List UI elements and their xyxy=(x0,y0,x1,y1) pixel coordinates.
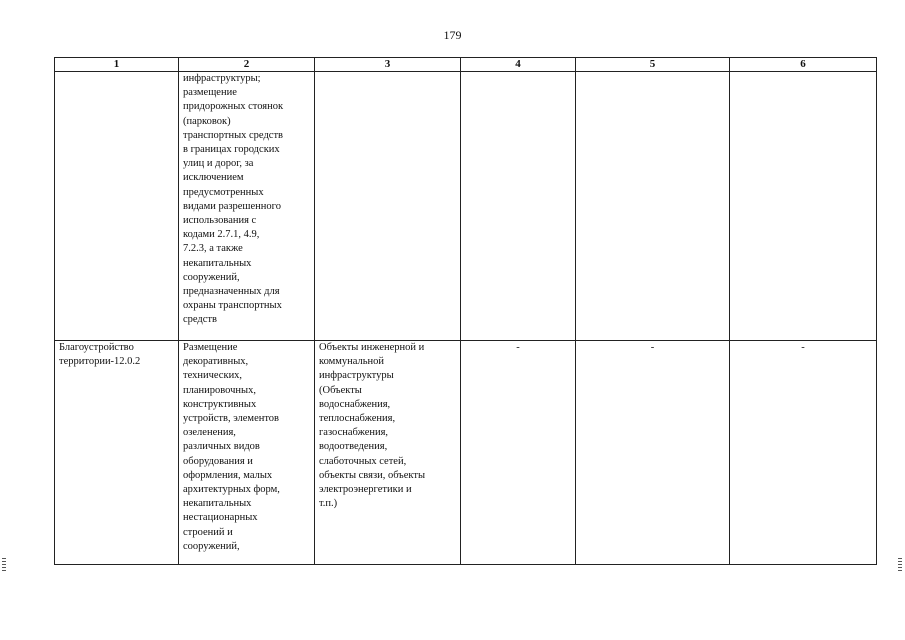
left-margin-mark xyxy=(2,558,6,572)
table-header-row xyxy=(55,58,877,72)
column-header-4: 4 xyxy=(461,58,576,72)
table-cell-description: Размещение декоративных, технических, планировочных, конструктивных устройств, элементов озеленения, различных видов оборудования и оформления, малых архитектурных форм, некапитальных нестационарных строений и сооружений, xyxy=(179,341,315,565)
table-row xyxy=(55,72,877,341)
column-header-3: 3 xyxy=(315,58,461,72)
table-cell-col4: - xyxy=(461,341,576,565)
right-margin-mark xyxy=(898,558,902,572)
column-header-1: 1 xyxy=(55,58,179,72)
table-cell-objects xyxy=(315,72,461,341)
column-header-6: 6 xyxy=(730,58,877,72)
table-cell-col5: - xyxy=(576,341,730,565)
table-cell-objects: Объекты инженерной и коммунальной инфраструктуры (Объекты водоснабжения, теплоснабжения, газоснабжения, водоотведения, слаботочных сетей, объекты связи, объекты электроэнергетики и т.п.) xyxy=(315,341,461,565)
table-cell-col4 xyxy=(461,72,576,341)
document-table xyxy=(54,57,877,565)
page-number: 179 xyxy=(443,28,462,42)
column-header-2: 2 xyxy=(179,58,315,72)
table-cell-description: инфраструктуры; размещение придорожных стоянок (парковок) транспортных средств в границах городских улиц и дорог, за исключением предусмотренных видами разрешенного использования с кодами 2.7.1, 4.9, 7.2.3, а также некапитальных сооружений, предназначенных для охраны транспортных средств xyxy=(179,72,315,341)
table-cell-col6: - xyxy=(730,341,877,565)
table-cell-use-type: Благоустройство территории-12.0.2 xyxy=(55,341,179,565)
table-cell-col6 xyxy=(730,72,877,341)
table-cell-use-type xyxy=(55,72,179,341)
table-cell-col5 xyxy=(576,72,730,341)
table-row xyxy=(55,341,877,565)
column-header-5: 5 xyxy=(576,58,730,72)
